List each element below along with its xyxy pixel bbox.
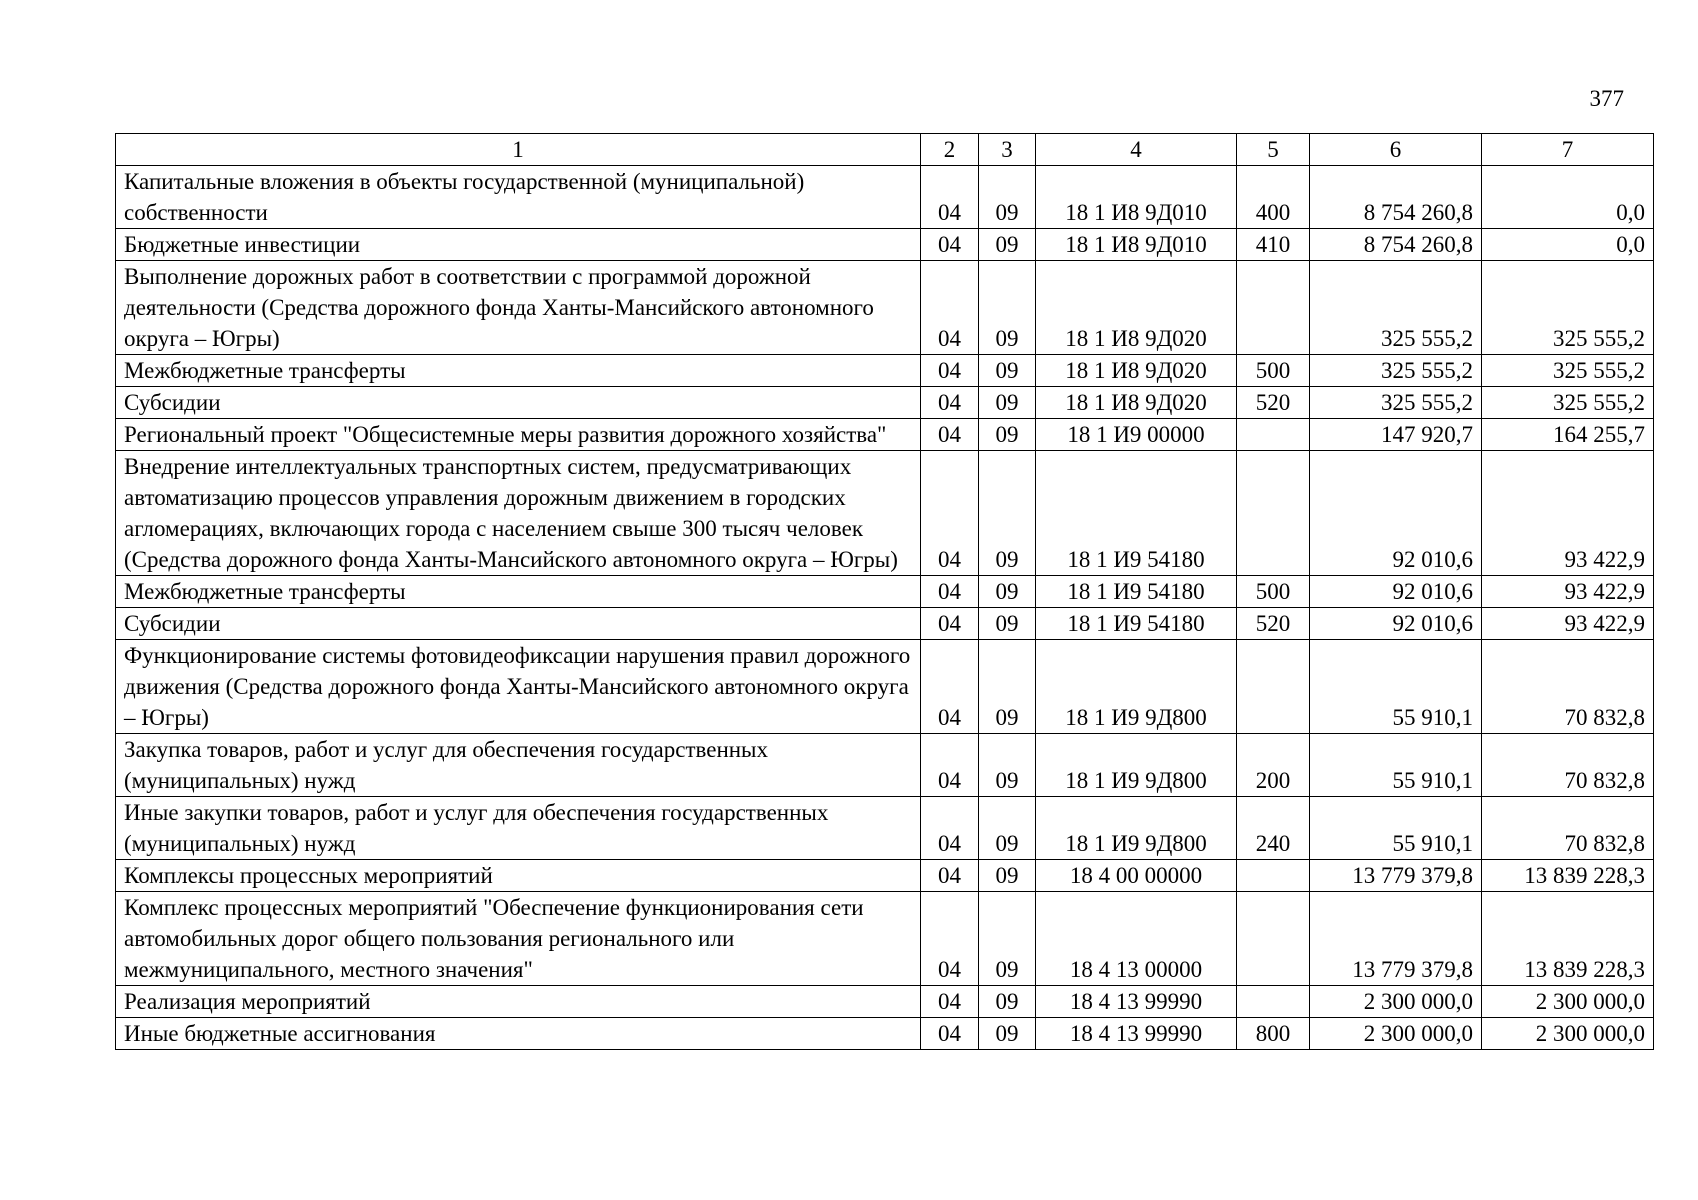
subsection-cell: 09 (979, 451, 1036, 576)
amount-year2-cell: 325 555,2 (1482, 261, 1654, 355)
subsection-cell: 09 (979, 640, 1036, 734)
amount-year1-cell: 147 920,7 (1310, 419, 1482, 451)
expense-name-cell: Субсидии (116, 608, 921, 640)
amount-year1-cell: 13 779 379,8 (1310, 860, 1482, 892)
subsection-cell: 09 (979, 608, 1036, 640)
expense-name-cell: Выполнение дорожных работ в соответствии с программой дорожной деятельности (Средства дорожного фонда Ханты-Мансийского автономного округа – Югры) (116, 261, 921, 355)
subsection-cell: 09 (979, 1018, 1036, 1050)
amount-year2-cell: 325 555,2 (1482, 355, 1654, 387)
section-cell: 04 (921, 387, 979, 419)
expense-name-cell: Комплекс процессных мероприятий "Обеспечение функционирования сети автомобильных дорог общего пользования регионального или межмуниципального, местного значения" (116, 892, 921, 986)
section-cell: 04 (921, 860, 979, 892)
expense-type-cell (1237, 860, 1310, 892)
amount-year2-cell: 0,0 (1482, 229, 1654, 261)
amount-year1-cell: 92 010,6 (1310, 608, 1482, 640)
column-header: 5 (1237, 134, 1310, 166)
expense-name-cell: Иные бюджетные ассигнования (116, 1018, 921, 1050)
expense-name-cell: Иные закупки товаров, работ и услуг для обеспечения государственных (муниципальных) нужд (116, 797, 921, 860)
expense-type-cell: 500 (1237, 576, 1310, 608)
subsection-cell: 09 (979, 229, 1036, 261)
table-row (116, 419, 1654, 451)
target-article-cell: 18 4 13 99990 (1036, 1018, 1237, 1050)
amount-year1-cell: 92 010,6 (1310, 576, 1482, 608)
expense-name-cell: Межбюджетные трансферты (116, 355, 921, 387)
amount-year1-cell: 8 754 260,8 (1310, 166, 1482, 229)
expense-name-cell: Бюджетные инвестиции (116, 229, 921, 261)
table-row (116, 860, 1654, 892)
section-cell: 04 (921, 892, 979, 986)
target-article-cell: 18 4 13 00000 (1036, 892, 1237, 986)
expense-type-cell (1237, 419, 1310, 451)
subsection-cell: 09 (979, 892, 1036, 986)
target-article-cell: 18 4 13 99990 (1036, 986, 1237, 1018)
section-cell: 04 (921, 451, 979, 576)
section-cell: 04 (921, 640, 979, 734)
table-row (116, 986, 1654, 1018)
amount-year1-cell: 2 300 000,0 (1310, 986, 1482, 1018)
table-row (116, 892, 1654, 986)
target-article-cell: 18 1 И8 9Д010 (1036, 229, 1237, 261)
amount-year1-cell: 55 910,1 (1310, 797, 1482, 860)
amount-year2-cell: 325 555,2 (1482, 387, 1654, 419)
section-cell: 04 (921, 419, 979, 451)
amount-year2-cell: 2 300 000,0 (1482, 986, 1654, 1018)
expense-type-cell: 800 (1237, 1018, 1310, 1050)
section-cell: 04 (921, 576, 979, 608)
target-article-cell: 18 1 И9 54180 (1036, 576, 1237, 608)
expense-type-cell: 500 (1237, 355, 1310, 387)
table-row (116, 261, 1654, 355)
target-article-cell: 18 1 И9 9Д800 (1036, 734, 1237, 797)
page-number: 377 (1589, 86, 1624, 111)
table-row (116, 608, 1654, 640)
column-header: 6 (1310, 134, 1482, 166)
table-row (116, 576, 1654, 608)
expense-type-cell (1237, 261, 1310, 355)
section-cell: 04 (921, 734, 979, 797)
amount-year2-cell: 70 832,8 (1482, 797, 1654, 860)
subsection-cell: 09 (979, 355, 1036, 387)
expense-type-cell (1237, 986, 1310, 1018)
amount-year2-cell: 13 839 228,3 (1482, 860, 1654, 892)
subsection-cell: 09 (979, 860, 1036, 892)
expense-name-cell: Закупка товаров, работ и услуг для обеспечения государственных (муниципальных) нужд (116, 734, 921, 797)
amount-year1-cell: 2 300 000,0 (1310, 1018, 1482, 1050)
expense-type-cell (1237, 640, 1310, 734)
subsection-cell: 09 (979, 734, 1036, 797)
amount-year2-cell: 93 422,9 (1482, 608, 1654, 640)
amount-year2-cell: 93 422,9 (1482, 451, 1654, 576)
table-row (116, 166, 1654, 229)
amount-year2-cell: 93 422,9 (1482, 576, 1654, 608)
target-article-cell: 18 1 И9 54180 (1036, 451, 1237, 576)
amount-year2-cell: 13 839 228,3 (1482, 892, 1654, 986)
target-article-cell: 18 1 И9 9Д800 (1036, 797, 1237, 860)
subsection-cell: 09 (979, 986, 1036, 1018)
expense-name-cell: Региональный проект "Общесистемные меры развития дорожного хозяйства" (116, 419, 921, 451)
column-header: 3 (979, 134, 1036, 166)
table-row (116, 387, 1654, 419)
table-row (116, 734, 1654, 797)
table-row (116, 797, 1654, 860)
section-cell: 04 (921, 797, 979, 860)
target-article-cell: 18 1 И9 00000 (1036, 419, 1237, 451)
section-cell: 04 (921, 1018, 979, 1050)
expense-type-cell (1237, 451, 1310, 576)
amount-year1-cell: 325 555,2 (1310, 355, 1482, 387)
target-article-cell: 18 1 И8 9Д010 (1036, 166, 1237, 229)
expense-name-cell: Реализация мероприятий (116, 986, 921, 1018)
section-cell: 04 (921, 229, 979, 261)
section-cell: 04 (921, 355, 979, 387)
table-header-row (116, 134, 1654, 166)
table-row (116, 451, 1654, 576)
subsection-cell: 09 (979, 387, 1036, 419)
target-article-cell: 18 4 00 00000 (1036, 860, 1237, 892)
column-header: 7 (1482, 134, 1654, 166)
expense-name-cell: Функционирование системы фотовидеофиксации нарушения правил дорожного движения (Средства дорожного фонда Ханты-Мансийского автономного округа – Югры) (116, 640, 921, 734)
column-header: 4 (1036, 134, 1237, 166)
amount-year1-cell: 55 910,1 (1310, 734, 1482, 797)
amount-year1-cell: 325 555,2 (1310, 261, 1482, 355)
expense-type-cell: 520 (1237, 387, 1310, 419)
target-article-cell: 18 1 И8 9Д020 (1036, 355, 1237, 387)
section-cell: 04 (921, 166, 979, 229)
expense-type-cell: 520 (1237, 608, 1310, 640)
amount-year2-cell: 0,0 (1482, 166, 1654, 229)
subsection-cell: 09 (979, 797, 1036, 860)
table-row (116, 640, 1654, 734)
subsection-cell: 09 (979, 576, 1036, 608)
amount-year2-cell: 70 832,8 (1482, 640, 1654, 734)
column-header: 2 (921, 134, 979, 166)
section-cell: 04 (921, 986, 979, 1018)
expense-name-cell: Комплексы процессных мероприятий (116, 860, 921, 892)
subsection-cell: 09 (979, 166, 1036, 229)
table-row (116, 355, 1654, 387)
column-header: 1 (116, 134, 921, 166)
expense-name-cell: Межбюджетные трансферты (116, 576, 921, 608)
expense-name-cell: Капитальные вложения в объекты государственной (муниципальной) собственности (116, 166, 921, 229)
expense-name-cell: Внедрение интеллектуальных транспортных систем, предусматривающих автоматизацию процессов управления дорожным движением в городских агломерациях, включающих города с населением свыше 300 тысяч человек (Средства дорожного фонда Ханты-Мансийского автономного округа – Югры) (116, 451, 921, 576)
amount-year1-cell: 13 779 379,8 (1310, 892, 1482, 986)
target-article-cell: 18 1 И8 9Д020 (1036, 387, 1237, 419)
amount-year2-cell: 2 300 000,0 (1482, 1018, 1654, 1050)
expense-name-cell: Субсидии (116, 387, 921, 419)
budget-table (115, 133, 1654, 1050)
amount-year2-cell: 70 832,8 (1482, 734, 1654, 797)
amount-year1-cell: 8 754 260,8 (1310, 229, 1482, 261)
amount-year1-cell: 55 910,1 (1310, 640, 1482, 734)
expense-type-cell: 240 (1237, 797, 1310, 860)
target-article-cell: 18 1 И9 54180 (1036, 608, 1237, 640)
table-row (116, 1018, 1654, 1050)
subsection-cell: 09 (979, 419, 1036, 451)
subsection-cell: 09 (979, 261, 1036, 355)
table-row (116, 229, 1654, 261)
expense-type-cell: 200 (1237, 734, 1310, 797)
expense-type-cell (1237, 892, 1310, 986)
expense-type-cell: 410 (1237, 229, 1310, 261)
amount-year1-cell: 325 555,2 (1310, 387, 1482, 419)
amount-year1-cell: 92 010,6 (1310, 451, 1482, 576)
section-cell: 04 (921, 261, 979, 355)
amount-year2-cell: 164 255,7 (1482, 419, 1654, 451)
target-article-cell: 18 1 И9 9Д800 (1036, 640, 1237, 734)
target-article-cell: 18 1 И8 9Д020 (1036, 261, 1237, 355)
section-cell: 04 (921, 608, 979, 640)
expense-type-cell: 400 (1237, 166, 1310, 229)
